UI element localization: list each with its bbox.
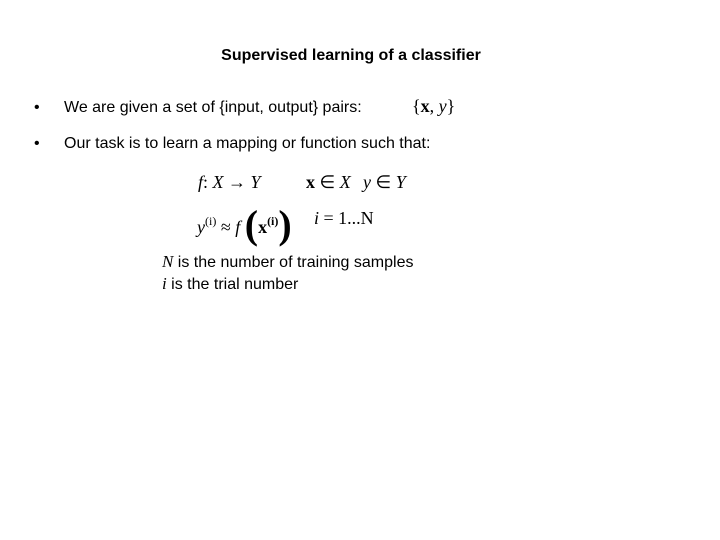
eq1-arrow: → xyxy=(228,172,247,192)
eq1-y: y xyxy=(363,172,371,192)
eq1-X: X xyxy=(212,172,224,192)
eq2-x-superscript: (i) xyxy=(267,214,279,228)
pair-set-formula xyxy=(412,96,455,117)
eq2-i: i xyxy=(314,208,320,228)
eq1-X2: X xyxy=(339,172,351,192)
note-i-symbol: i xyxy=(162,274,167,293)
eq1-Y: Y xyxy=(250,172,261,192)
eq2-approx: ≈ xyxy=(220,217,231,237)
eq2-equals: = xyxy=(323,208,334,228)
mapping-formula xyxy=(198,172,261,193)
note-i-definition xyxy=(162,274,298,294)
eq1-f: f xyxy=(198,172,204,192)
bullet-marker: • xyxy=(34,99,40,116)
slide-title: Supervised learning of a classifier xyxy=(221,47,481,64)
eq2-y-superscript: (i) xyxy=(205,214,217,228)
note-n-text: is the number of training samples xyxy=(173,254,414,271)
approximation-formula xyxy=(197,196,292,247)
eq2-right-paren: ) xyxy=(278,202,292,247)
pair-set-comma: , xyxy=(429,96,435,116)
note-i-text: is the trial number xyxy=(166,276,299,293)
eq1-colon: : xyxy=(203,172,209,192)
bullet-text-task: Our task is to learn a mapping or function such that: xyxy=(64,135,431,152)
eq2-f: f xyxy=(235,217,241,237)
note-n-definition xyxy=(162,252,413,272)
eq2-left-paren: ( xyxy=(244,202,259,247)
domain-formula xyxy=(306,172,351,193)
eq1-element-of-2: ∈ xyxy=(375,172,392,192)
eq1-element-of: ∈ xyxy=(319,172,336,192)
pair-set-y: y xyxy=(438,96,447,116)
bullet-text-pairs: We are given a set of {input, output} pairs: xyxy=(64,99,362,116)
note-n-symbol: N xyxy=(162,252,174,271)
pair-set-close-brace: } xyxy=(446,96,456,116)
codomain-formula xyxy=(363,172,406,193)
eq1-x: x xyxy=(306,172,315,192)
index-range-formula xyxy=(314,208,374,229)
eq2-y: y xyxy=(197,217,205,237)
eq1-Y2: Y xyxy=(395,172,406,192)
bullet-marker: • xyxy=(34,135,40,152)
pair-set-open-brace: { xyxy=(412,96,421,116)
eq2-range: 1...N xyxy=(338,208,374,228)
eq2-x: x xyxy=(258,217,268,237)
pair-set-x: x xyxy=(420,96,430,116)
